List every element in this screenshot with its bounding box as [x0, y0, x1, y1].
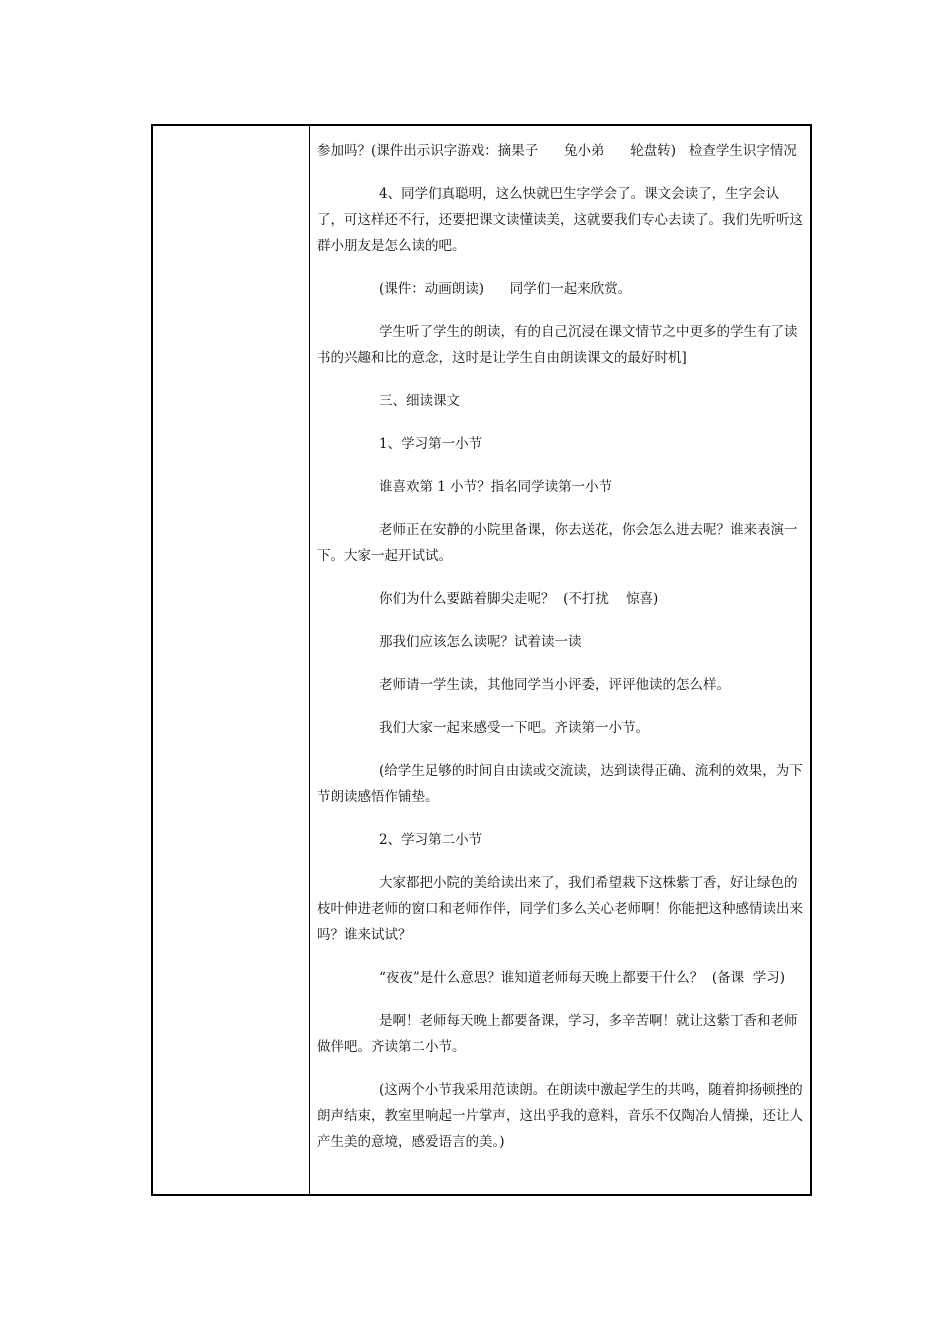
section-heading: 三、细读课文: [379, 393, 460, 409]
paragraph: 谁喜欢第 1 小节？指名同学读第一小节: [379, 479, 613, 495]
paragraph: 是啊！老师每天晚上都要备课，学习，多辛苦啊！就让这紫丁香和老师做伴吧。齐读第二小节。: [317, 1013, 798, 1055]
paragraph: 那我们应该怎么读呢？试着读一读: [379, 634, 582, 650]
paragraph: “夜夜”是什么意思？谁知道老师每天晚上都要干什么？ (备课 学习): [379, 970, 786, 986]
paragraph: 参加吗？(课件出示识字游戏：摘果子 兔小弟 轮盘转) 检查学生识字情况: [317, 143, 797, 159]
paragraph: (课件：动画朗读) 同学们一起来欣赏。: [379, 281, 632, 297]
subsection-heading: 2、学习第二小节: [379, 832, 483, 848]
paragraph: 我们大家一起来感受一下吧。齐读第一小节。: [379, 720, 649, 736]
paragraph: 4、同学们真聪明，这么快就巴生字学会了。课文会读了，生字会认了，可这样还不行，还要把课文读懂读美，这就要我们专心去读了。我们先听听这群小朋友是怎么读的吧。: [317, 186, 803, 254]
paragraph: 老师请一学生读，其他同学当小评委，评评他读的怎么样。: [379, 677, 730, 693]
paragraph: 你们为什么要踮着脚尖走呢？ (不打扰 惊喜): [379, 591, 659, 607]
subsection-heading: 1、学习第一小节: [379, 436, 483, 452]
paragraph: 学生听了学生的朗读，有的自己沉浸在课文情节之中更多的学生有了读书的兴趣和比的意念，这时是让学生自由朗读课文的最好时机]: [317, 324, 798, 366]
table-left-column: [153, 126, 310, 1194]
paragraph: 大家都把小院的美给读出来了，我们希望栽下这株紫丁香，好让绿色的枝叶伸进老师的窗口和老师作伴，同学们多么关心老师啊！你能把这种感情读出来吗？谁来试试？: [317, 875, 803, 943]
lesson-table: [151, 124, 812, 1196]
paragraph: (这两个小节我采用范读朗。在朗读中激起学生的共鸣，随着抑扬顿挫的朗声结束，教室里响起一片掌声，这出乎我的意料，音乐不仅陶冶人情操，还让人产生美的意境，感爱语言的美。): [317, 1082, 803, 1150]
paragraph: 老师正在安静的小院里备课，你去送花，你会怎么进去呢？谁来表演一下。大家一起开试试。: [317, 522, 798, 564]
paragraph: (给学生足够的时间自由读或交流读，达到读得正确、流利的效果，为下节朗读感悟作铺垫。: [317, 763, 803, 805]
table-content-column: [310, 126, 810, 1194]
